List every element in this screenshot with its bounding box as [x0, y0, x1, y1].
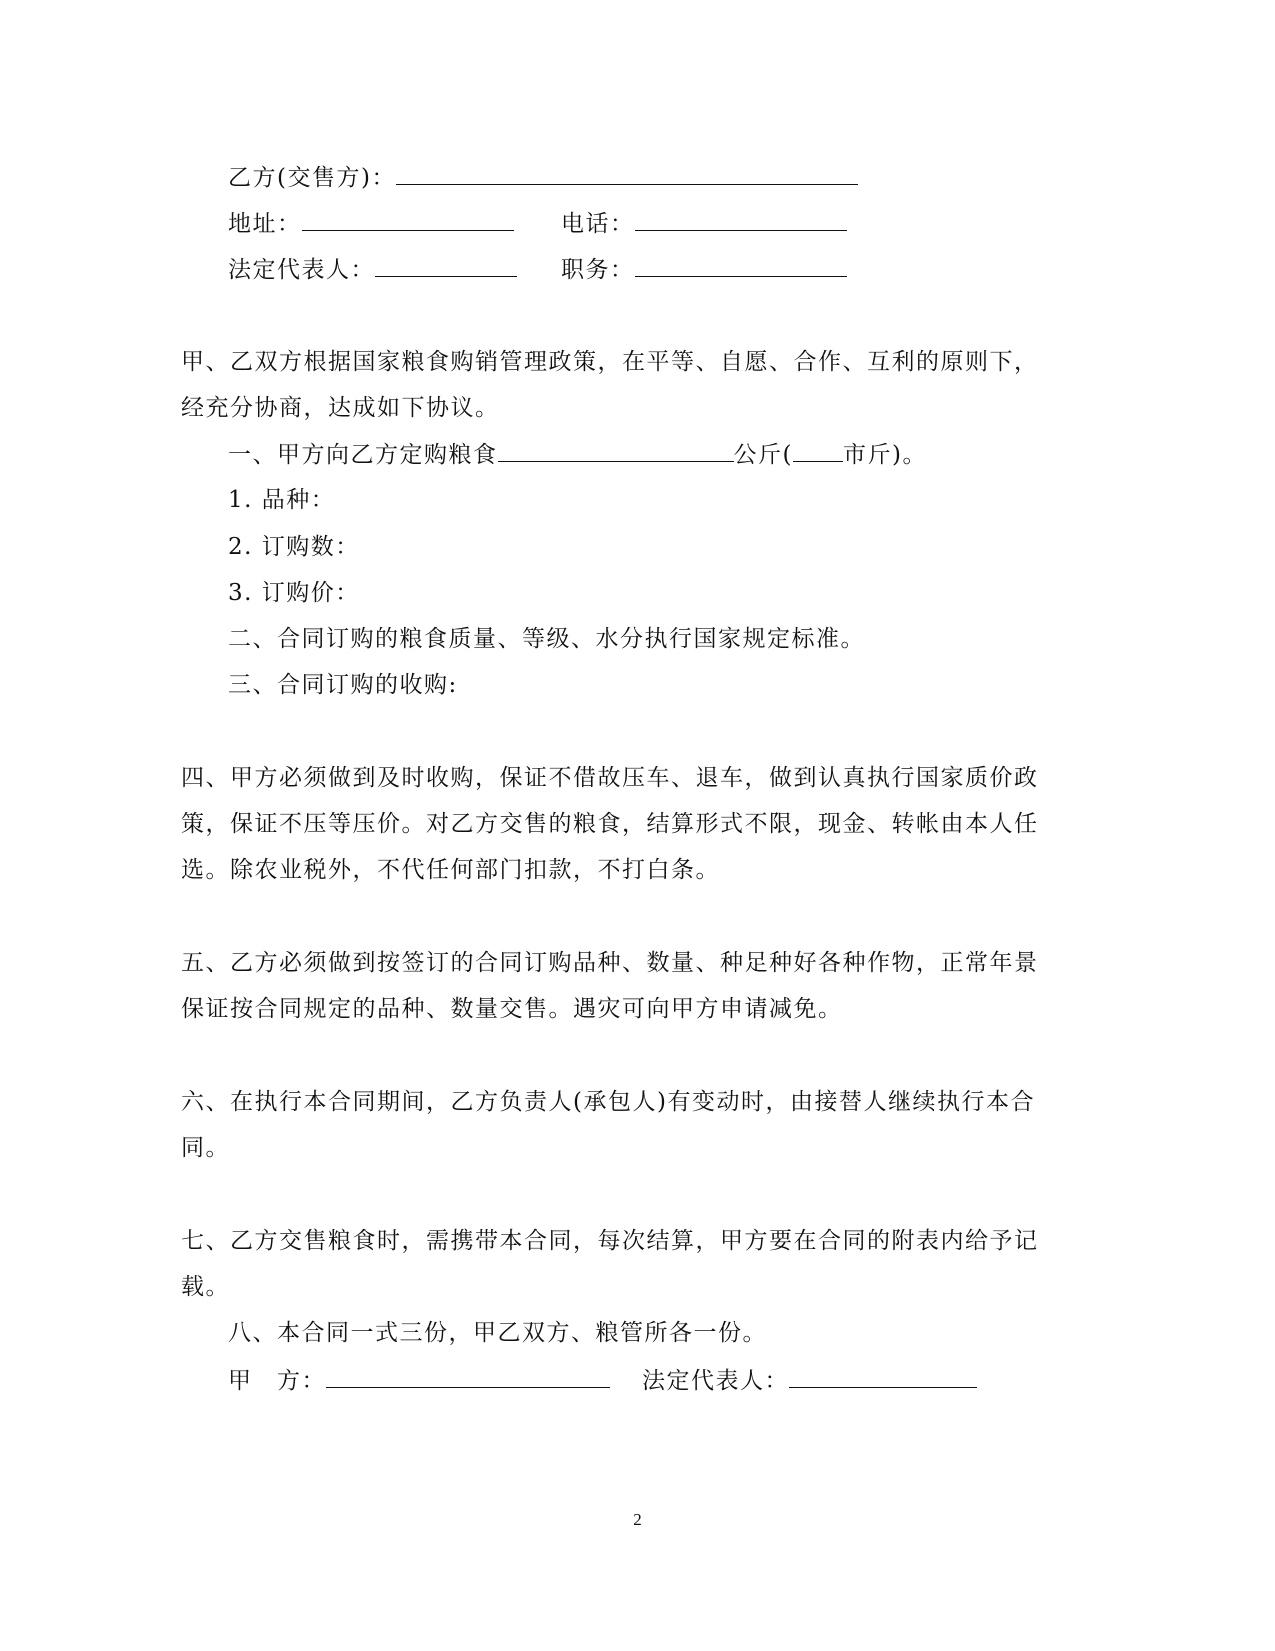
item-variety: 1. 品种： [228, 487, 336, 513]
clause-8: 八、本合同一式三份，甲乙双方、粮管所各一份。 [228, 1320, 767, 1346]
legal-rep-label: 法定代表人： [228, 257, 375, 283]
intro-line-2: 经充分协商，达成如下协议。 [181, 395, 500, 421]
address-blank [302, 208, 514, 231]
clause-1-kg-blank [498, 439, 734, 462]
clause-1-prefix: 一、甲方向乙方定购粮食 [228, 442, 498, 468]
party-a-legal-rep-label: 法定代表人： [642, 1368, 789, 1394]
clause-4-line-3: 选。除农业税外，不代任何部门扣款，不打白条。 [181, 857, 720, 883]
party-b-legal-rep-row [228, 254, 517, 285]
clause-1-middle: 公斤( [733, 442, 793, 468]
clause-1-jin-blank [793, 439, 843, 462]
party-b-phone-row [561, 208, 847, 239]
clause-1 [228, 439, 927, 470]
clause-4-line-2: 策，保证不压等压价。对乙方交售的粮食，结算形式不限，现金、转帐由本人任 [181, 811, 1039, 837]
item-quantity: 2. 订购数： [228, 534, 360, 560]
party-b-row [228, 162, 858, 193]
clause-2: 二、合同订购的粮食质量、等级、水分执行国家规定标准。 [228, 626, 865, 652]
intro-line-1: 甲、乙双方根据国家粮食购销管理政策，在平等、自愿、合作、互利的原则下， [181, 349, 1039, 375]
clause-7-line-2: 载。 [181, 1274, 230, 1300]
party-b-address-row [228, 208, 514, 239]
phone-label: 电话： [561, 211, 635, 237]
party-b-blank [396, 162, 858, 185]
position-blank [635, 254, 847, 277]
address-label: 地址： [228, 211, 302, 237]
position-label: 职务： [561, 257, 635, 283]
party-a-legal-rep-blank [789, 1365, 977, 1388]
clause-6-line-2: 同。 [181, 1135, 230, 1161]
clause-7-line-1: 七、乙方交售粮食时，需携带本合同，每次结算，甲方要在合同的附表内给予记 [181, 1228, 1039, 1254]
party-a-row [228, 1365, 610, 1396]
party-b-label: 乙方(交售方)： [228, 165, 396, 191]
party-a-label: 甲 方： [228, 1368, 326, 1394]
party-a-legal-rep-row [642, 1365, 977, 1396]
legal-rep-blank [375, 254, 517, 277]
party-b-position-row [561, 254, 847, 285]
page-number: 2 [633, 1510, 642, 1529]
clause-5-line-2: 保证按合同规定的品种、数量交售。遇灾可向甲方申请减免。 [181, 996, 843, 1022]
clause-5-line-1: 五、乙方必须做到按签订的合同订购品种、数量、种足种好各种作物，正常年景 [181, 950, 1039, 976]
clause-4-line-1: 四、甲方必须做到及时收购，保证不借故压车、退车，做到认真执行国家质价政 [181, 765, 1039, 791]
clause-1-suffix: 市斤)。 [842, 442, 927, 468]
item-price: 3. 订购价： [228, 580, 360, 606]
clause-6-line-1: 六、在执行本合同期间，乙方负责人(承包人)有变动时，由接替人继续执行本合 [181, 1089, 1035, 1115]
phone-blank [635, 208, 847, 231]
clause-3: 三、合同订购的收购: [228, 672, 458, 698]
party-a-blank [326, 1365, 610, 1388]
